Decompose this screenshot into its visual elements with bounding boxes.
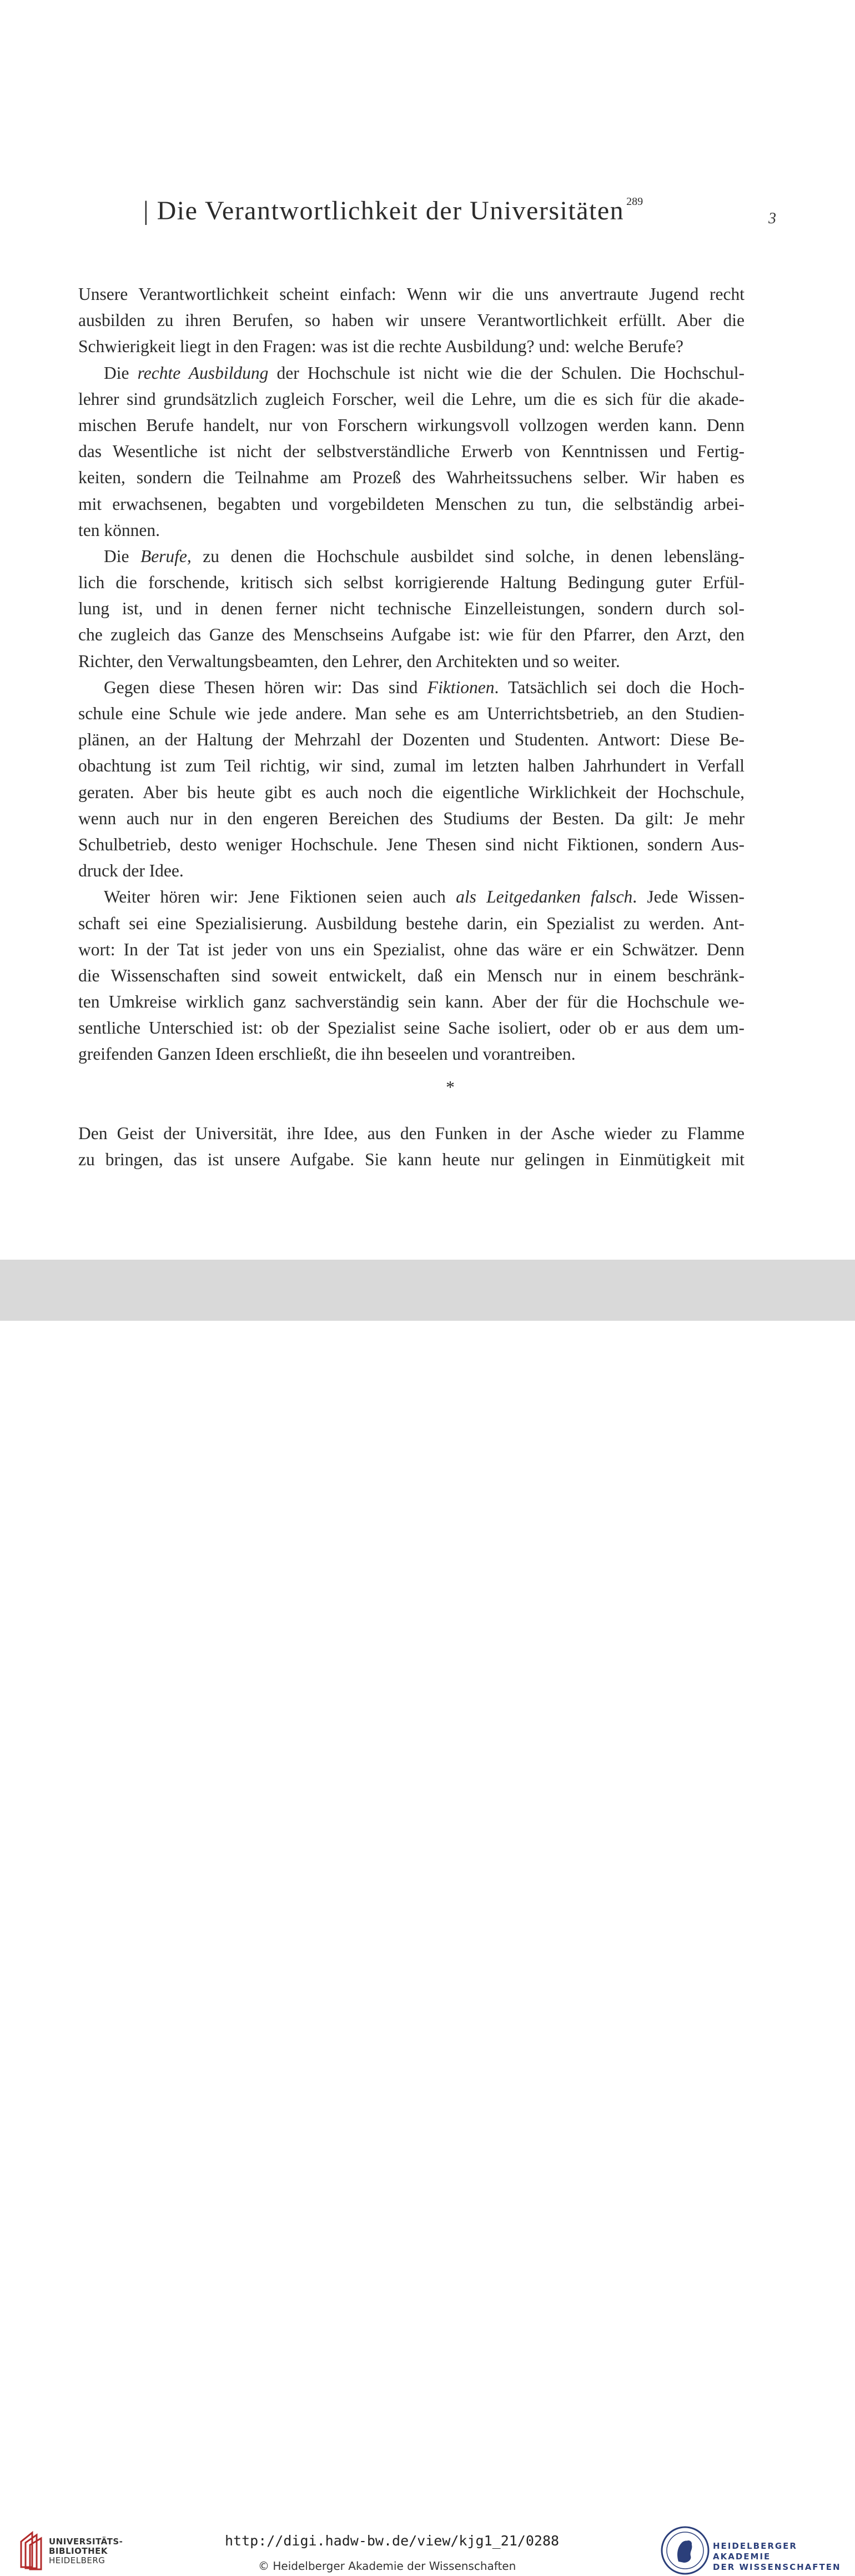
text-line: Weiter hören wir: Jene Fiktionen seien auch als Leitgedanken falsch. Jede Wissen- (104, 887, 745, 907)
text-line: lich die forschende, kritisch sich selbst korrigierende Haltung Bedingung guter Erfül- (78, 573, 745, 593)
copyright-notice: © Heidelberger Akademie der Wissenschaften (258, 2559, 516, 2573)
text-line: ausbilden zu ihren Berufen, so haben wir unsere Verantwortlichkeit erfüllt. Aber die (78, 310, 745, 330)
university-library-name: UNIVERSITÄTS- BIBLIOTHEK HEIDELBERG (49, 2537, 123, 2565)
text-line: Unsere Verantwortlichkeit scheint einfach: Wenn wir die uns anvertraute Jugend recht (78, 284, 745, 304)
text-line: Die rechte Ausbildung der Hochschule ist nicht wie die der Schulen. Die Hochschul- (104, 363, 745, 383)
text-line: druck der Idee. (78, 861, 184, 881)
emphasis: Fiktionen (427, 677, 495, 697)
document-page (0, 0, 855, 1260)
text-line: zu bringen, das ist unsere Aufgabe. Sie kann heute nur gelingen in Einmütigkeit mit (78, 1150, 745, 1169)
text-line: mit erwachsenen, begabten und vorgebildeten Menschen zu tun, die selbständig arbei- (78, 494, 745, 514)
text-line: Schwierigkeit liegt in den Fragen: was ist die rechte Ausbildung? und: welche Berufe? (78, 337, 683, 357)
text-line: lehrer sind grundsätzlich zugleich Forscher, weil die Lehre, um die es sich für die akade- (78, 389, 745, 409)
text-line: che zugleich das Ganze des Menschseins Aufgabe ist: wie für den Pfarrer, den Arzt, den (78, 625, 745, 645)
text-line: ten Umkreise wirklich ganz sachverständig sein kann. Aber der für die Hochschule we- (78, 992, 745, 1012)
text-line: Richter, den Verwaltungsbeamten, den Lehrer, den Architekten und so weiter. (78, 651, 620, 671)
text-line: schaft sei eine Spezialisierung. Ausbildung bestehe darin, ein Spezialist zu werden. Ant- (78, 913, 745, 933)
text-line: greifenden Ganzen Ideen erschließt, die ihn beseelen und vorantreiben. (78, 1044, 576, 1064)
academy-seal-icon (660, 2525, 711, 2576)
text-line: obachtung ist zum Teil richtig, wir sind, zumal im letzten halben Jahrhundert in Verfall (78, 756, 745, 776)
emphasis: rechte Ausbildung (137, 363, 269, 383)
text-line: Gegen diese Thesen hören wir: Das sind Fiktionen. Tatsächlich sei doch die Hoch- (104, 677, 745, 697)
university-library-logo-icon (19, 2529, 44, 2570)
viewer-footer (0, 1260, 855, 2573)
text-line: plänen, an der Haltung der Mehrzahl der Dozenten und Studenten. Antwort: Diese Be- (78, 730, 745, 750)
emphasis: Berufe, (140, 546, 192, 566)
text-line: Die Berufe, zu denen die Hochschule ausbildet sind solche, in denen lebensläng- (104, 546, 745, 566)
academy-name: HEIDELBERGER AKADEMIE DER WISSENSCHAFTEN (713, 2541, 841, 2572)
chapter-title: | Die Verantwortlichkeit der Universitäten $^{289}$ (143, 196, 643, 225)
text-line: Schulbetrieb, desto weniger Hochschule. Jene Thesen sind nicht Fiktionen, sondern Aus- (78, 834, 745, 854)
section-separator: * (446, 1077, 455, 1097)
footnote-reference: 289 (626, 196, 643, 208)
text-line: Den Geist der Universität, ihre Idee, aus den Funken in der Asche wieder zu Flamme (78, 1123, 745, 1143)
text-line: mischen Berufe handelt, nur von Forschern wirkungsvoll vollzogen werden kann. Denn (78, 415, 745, 435)
text-line: schule eine Schule wie jede andere. Man sehe es am Unterrichtsbetrieb, an den Studien- (78, 704, 745, 723)
text-line: das Wesentliche ist nicht der selbstverständliche Erwerb von Kenntnissen und Fertig- (78, 442, 745, 462)
emphasis: als Leitgedanken falsch (456, 887, 633, 907)
text-line: ten können. (78, 520, 160, 540)
text-line: lung ist, und in denen ferner nicht technische Einzelleistungen, sondern durch sol- (78, 599, 745, 619)
text-line: die Wissenschaften sind soweit entwickelt, daß ein Mensch nur in einem beschränk- (78, 965, 745, 985)
body-text (78, 281, 745, 1172)
page-number: 3 (768, 210, 776, 227)
text-line: wenn auch nur in den engeren Bereichen des Studiums der Besten. Da gilt: Je mehr (78, 808, 745, 828)
text-line: wort: In der Tat ist jeder von uns ein Spezialist, ohne das wäre er ein Schwätzer. Denn (78, 939, 745, 959)
permalink-url[interactable]: http://digi.hadw-bw.de/view/kjg1_21/0288 (225, 2533, 560, 2549)
text-line: geraten. Aber bis heute gibt es auch noch die eigentliche Wirklichkeit der Hochschule, (78, 782, 745, 802)
text-line: sentliche Unterschied ist: ob der Spezialist seine Sache isoliert, oder ob er aus dem um- (78, 1018, 745, 1038)
text-line: keiten, sondern die Teilnahme am Prozeß des Wahrheitssuchens selber. Wir haben es (78, 468, 745, 488)
